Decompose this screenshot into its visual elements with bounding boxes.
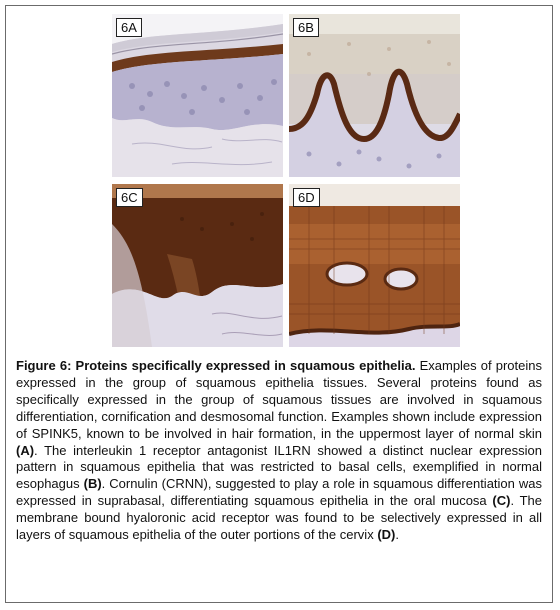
panel-label-d: 6D <box>293 188 320 207</box>
figure-caption <box>16 358 542 544</box>
caption-text-2: . The interleukin 1 receptor antagonist IL1RN showed a distinct nuclear expression pattern in squamous epithelia that was restricted to basal cells, exemplified in normal esophagus <box>16 442 542 492</box>
caption-text-3: . Cornulin (CRNN), suggested to play a role in squamous differentiation was expressed in suprabasal, differentiating squamous epithelia in the oral mucosa <box>16 476 542 509</box>
caption-ref-a: (A) <box>16 442 35 458</box>
caption-text-5: . <box>395 527 399 543</box>
micrograph-panel-c <box>112 184 283 347</box>
caption-ref-c: (C) <box>492 493 511 509</box>
micrograph-panel-b <box>289 14 460 177</box>
panel-label-b: 6B <box>293 18 319 37</box>
caption-text-4: . The membrane bound hyaloronic acid receptor was found to be selectively expressed in all layers of squamous epithelia of the outer portions of the cervix <box>16 493 542 543</box>
micrograph-a-image <box>112 14 283 177</box>
micrograph-panel-a <box>112 14 283 177</box>
micrograph-d-image <box>289 184 460 347</box>
caption-text-1: Examples of proteins expressed in the group of squamous epithelia tissues. Several proteins found as specifically expressed in the group of squamous tissues are involved in squamous differentiation, cornification and desmosomal function. Examples shown include expression of SPINK5, known to be involved in hair formation, in the uppermost layer of normal skin <box>16 358 542 441</box>
caption-ref-b: (B) <box>83 476 102 492</box>
caption-ref-d: (D) <box>377 527 396 543</box>
micrograph-b-image <box>289 14 460 177</box>
panel-label-c: 6C <box>116 188 143 207</box>
caption-title: Figure 6: Proteins specifically expressed in squamous epithelia. <box>16 358 416 373</box>
micrograph-panel-d <box>289 184 460 347</box>
panel-label-a: 6A <box>116 18 142 37</box>
micrograph-c-image <box>112 184 283 347</box>
